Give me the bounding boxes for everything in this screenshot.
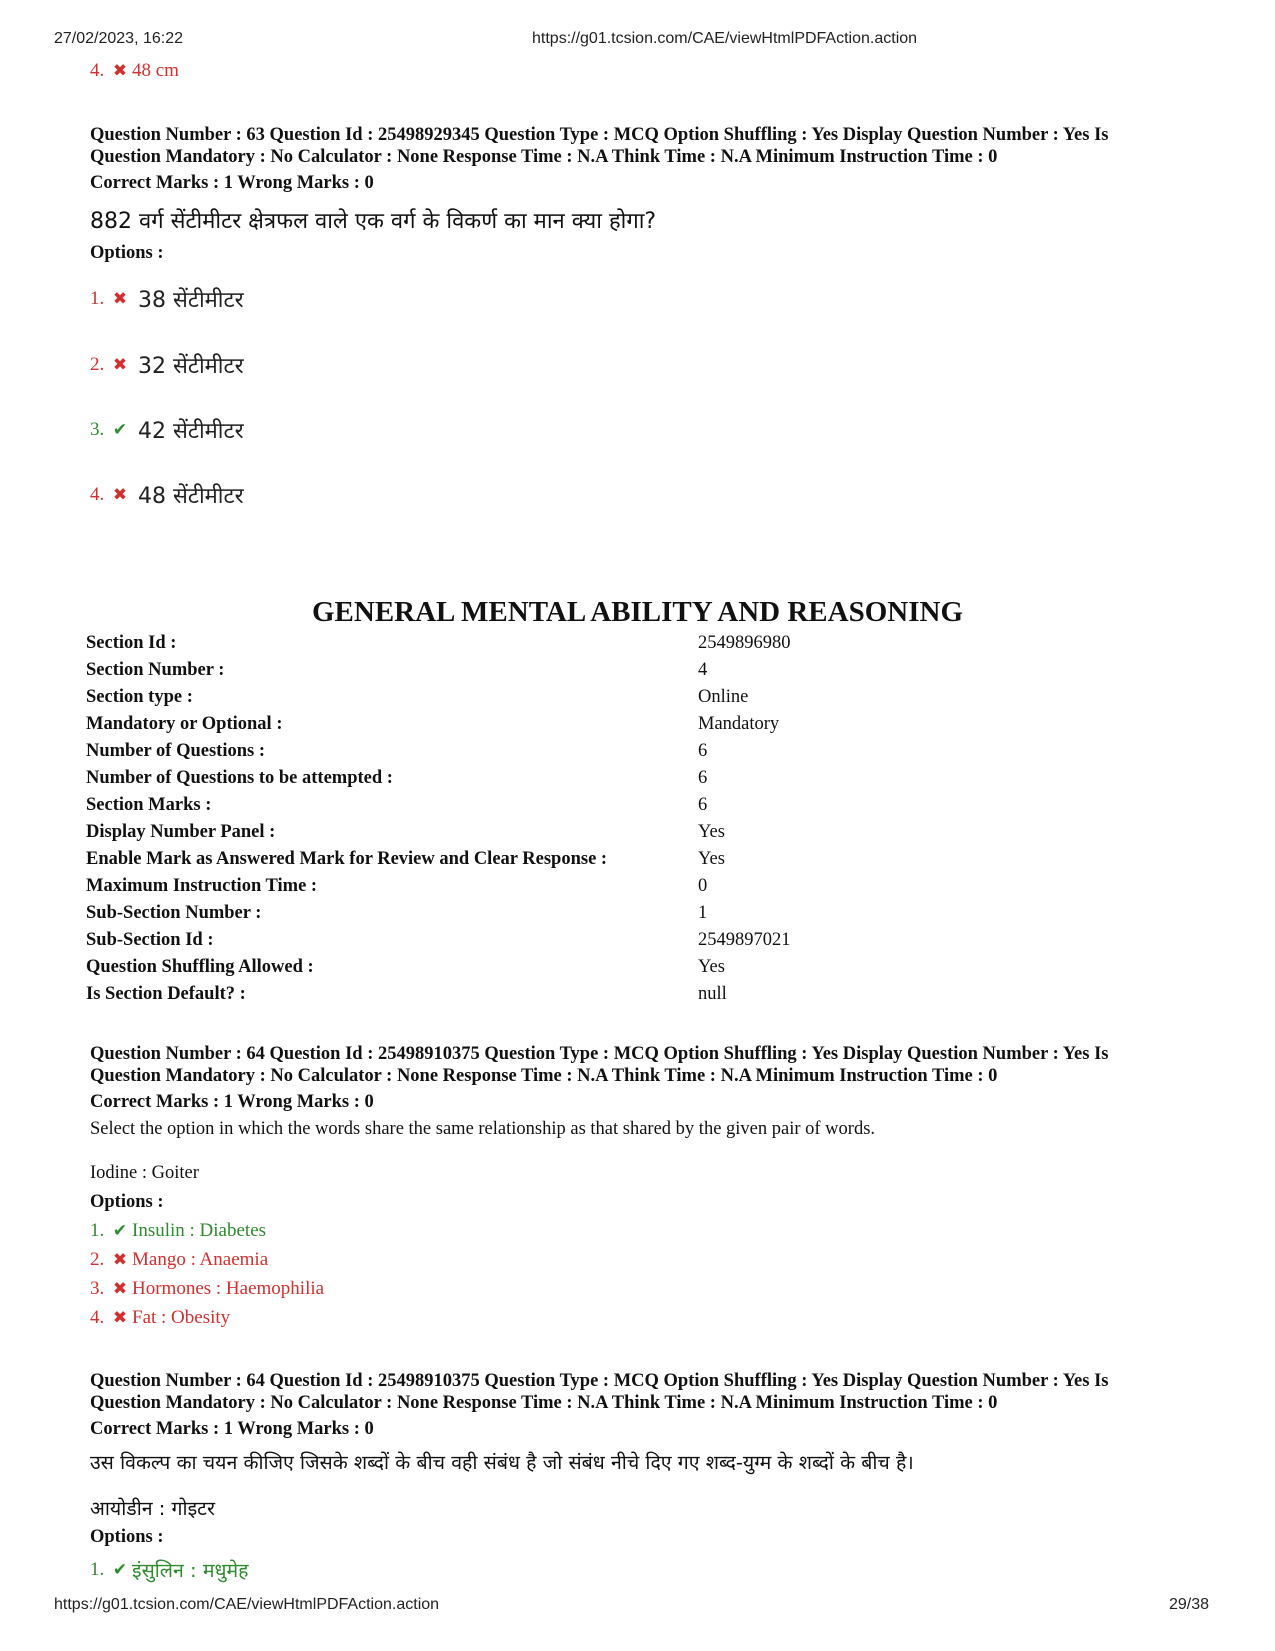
question-marks: Correct Marks : 1 Wrong Marks : 0 <box>90 1092 374 1112</box>
option-number: 1. <box>90 1558 105 1580</box>
list-item <box>90 1278 324 1300</box>
question-meta: Question Number : 64 Question Id : 25498910375 Question Type : MCQ Option Shuffling : Yes Display Question Number : Yes Is Question Mandatory : No Calculator : None Response Time : N.A Think Time : N.A Minimum Instruction Time : 0 <box>90 1044 1109 1086</box>
question-text: Select the option in which the words share the same relationship as that shared by the given pair of words. <box>90 1119 876 1139</box>
question-text: उस विकल्प का चयन कीजिए जिसके शब्दों के बीच वही संबंध है जो संबंध नीचे दिए गए शब्द-युग्म के शब्दों के बीच है। <box>90 1451 914 1474</box>
option-text: इंसुलिन : मधुमेह <box>132 1559 249 1582</box>
cross-icon: ✖ <box>112 355 128 374</box>
check-icon: ✔ <box>112 1559 128 1579</box>
option-text: Mango : Anaemia <box>132 1249 269 1270</box>
list-item <box>90 415 244 445</box>
option-number: 4. <box>90 1307 105 1328</box>
option-number: 1. <box>90 288 105 309</box>
cross-icon: ✖ <box>112 1279 128 1298</box>
print-datetime: 27/02/2023, 16:22 <box>54 30 184 47</box>
option-number: 3. <box>90 419 105 440</box>
cross-icon: ✖ <box>112 61 128 80</box>
question-marks: Correct Marks : 1 Wrong Marks : 0 <box>90 173 374 193</box>
list-item <box>90 60 179 82</box>
list-item <box>90 1307 230 1329</box>
option-text: Insulin : Diabetes <box>132 1220 267 1241</box>
options-label: Options : <box>90 243 164 263</box>
option-text: 32 सेंटीमीटर <box>138 354 244 379</box>
cross-icon: ✖ <box>112 485 128 504</box>
page-number: 29/38 <box>1169 1596 1210 1613</box>
list-item <box>90 1249 268 1271</box>
list-item <box>90 350 244 380</box>
question-meta: Question Number : 64 Question Id : 25498910375 Question Type : MCQ Option Shuffling : Yes Display Question Number : Yes Is Question Mandatory : No Calculator : None Response Time : N.A Think Time : N.A Minimum Instruction Time : 0 <box>90 1371 1109 1413</box>
option-text: Fat : Obesity <box>132 1307 231 1328</box>
question-text: 882 वर्ग सेंटीमीटर क्षेत्रफल वाले एक वर्ग के विकर्ण का मान क्या होगा? <box>90 209 657 234</box>
option-number: 2. <box>90 354 105 375</box>
cross-icon: ✖ <box>112 1250 128 1269</box>
section-title: GENERAL MENTAL ABILITY AND REASONING <box>311 596 964 628</box>
list-item <box>90 480 244 510</box>
check-icon: ✔ <box>112 1221 128 1240</box>
option-number: 2. <box>90 1249 105 1270</box>
list-item <box>90 1220 266 1242</box>
option-number: 4. <box>90 60 105 81</box>
option-text: 42 सेंटीमीटर <box>138 419 244 444</box>
print-url: https://g01.tcsion.com/CAE/viewHtmlPDFAction.action <box>532 30 918 47</box>
options-label: Options : <box>90 1527 164 1547</box>
print-url-footer: https://g01.tcsion.com/CAE/viewHtmlPDFAction.action <box>54 1596 440 1613</box>
option-text: 48 cm <box>132 60 179 81</box>
question-marks: Correct Marks : 1 Wrong Marks : 0 <box>90 1419 374 1439</box>
question-pair: आयोडीन : गोइटर <box>90 1497 215 1520</box>
list-item <box>90 1556 249 1583</box>
options-label: Options : <box>90 1192 164 1212</box>
option-text: Hormones : Haemophilia <box>132 1278 325 1299</box>
option-text: 38 सेंटीमीटर <box>138 288 244 313</box>
option-number: 4. <box>90 484 105 505</box>
question-pair: Iodine : Goiter <box>90 1163 199 1183</box>
option-text: 48 सेंटीमीटर <box>138 484 244 509</box>
cross-icon: ✖ <box>112 1308 128 1327</box>
question-meta: Question Number : 63 Question Id : 25498929345 Question Type : MCQ Option Shuffling : Yes Display Question Number : Yes Is Question Mandatory : No Calculator : None Response Time : N.A Think Time : N.A Minimum Instruction Time : 0 <box>90 125 1109 167</box>
list-item <box>90 284 244 314</box>
check-icon: ✔ <box>112 420 128 439</box>
option-number: 3. <box>90 1278 105 1299</box>
option-number: 1. <box>90 1220 105 1241</box>
cross-icon: ✖ <box>112 289 128 308</box>
